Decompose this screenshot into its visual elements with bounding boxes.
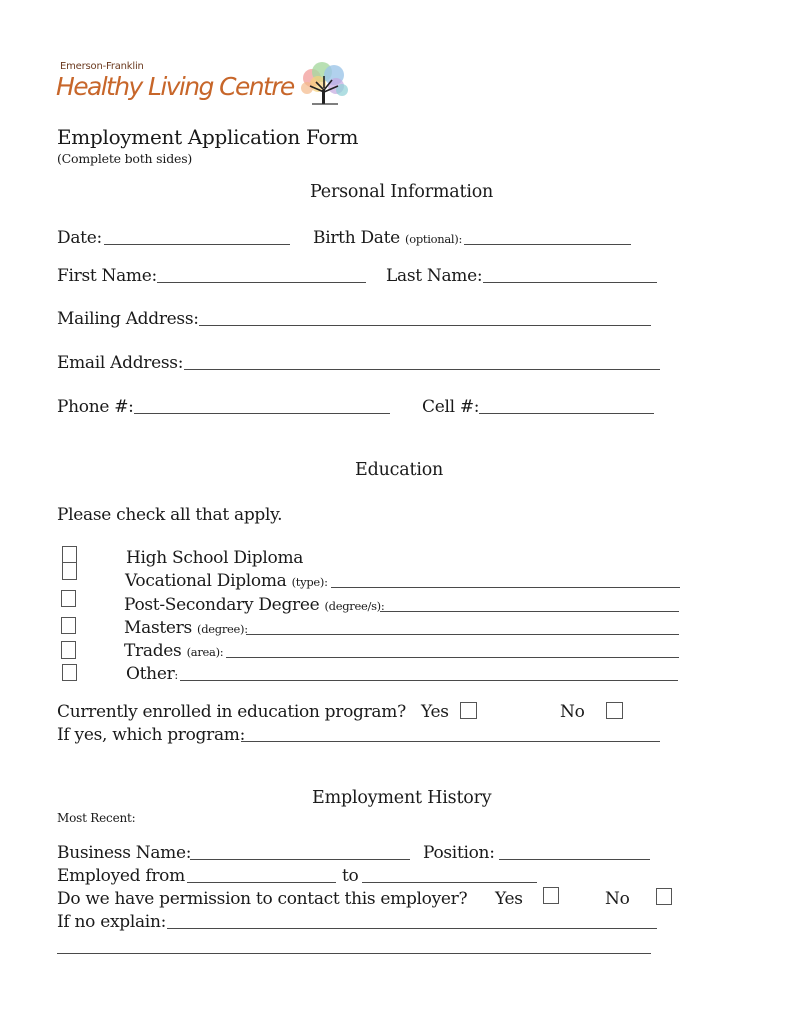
birth-date-label xyxy=(313,228,462,249)
option-masters xyxy=(124,618,248,639)
tree-logo-icon xyxy=(298,60,350,106)
employed-from-label: Employed from xyxy=(57,866,185,886)
option-other-note: : xyxy=(174,668,178,682)
section-heading-employment: Employment History xyxy=(312,788,492,808)
employed-to-field[interactable] xyxy=(362,866,537,883)
option-vocational-diploma-note: (type): xyxy=(291,575,328,589)
checkbox-enrolled-yes[interactable] xyxy=(460,702,477,719)
first-name-field[interactable] xyxy=(157,266,366,283)
mailing-address-field[interactable] xyxy=(199,309,651,326)
explain-label: If no explain: xyxy=(57,912,167,932)
birth-date-label-text: Birth Date xyxy=(313,228,400,248)
mailing-address-label: Mailing Address: xyxy=(57,309,199,329)
checkbox-masters[interactable] xyxy=(61,617,76,634)
checkbox-permission-no[interactable] xyxy=(656,888,672,905)
checkbox-trades[interactable] xyxy=(61,641,76,659)
option-trades xyxy=(124,641,223,662)
logo-org-main: Healthy Living Centre xyxy=(56,72,294,101)
birth-date-field[interactable] xyxy=(464,228,631,245)
last-name-field[interactable] xyxy=(483,266,657,283)
enrolled-no-label: No xyxy=(560,702,585,722)
vocational-diploma-type-field[interactable] xyxy=(331,571,680,588)
checkbox-high-school-diploma[interactable] xyxy=(62,546,77,563)
section-heading-education: Education xyxy=(355,460,444,480)
permission-yes-label: Yes xyxy=(495,889,523,909)
explain-field[interactable] xyxy=(167,912,657,929)
cell-label: Cell #: xyxy=(422,397,480,417)
checkbox-other[interactable] xyxy=(62,664,77,681)
checkbox-permission-yes[interactable] xyxy=(543,887,559,904)
option-trades-label: Trades xyxy=(124,641,182,661)
option-trades-note: (area): xyxy=(186,645,224,659)
logo-org-small: Emerson-Franklin xyxy=(60,61,144,72)
option-other-label: Other xyxy=(126,664,175,684)
option-other xyxy=(126,664,178,685)
form-title: Employment Application Form xyxy=(57,125,359,149)
option-vocational-diploma-label: Vocational Diploma xyxy=(125,571,287,591)
most-recent-label: Most Recent: xyxy=(57,811,136,825)
option-post-secondary-degree xyxy=(124,595,384,616)
last-name-label: Last Name: xyxy=(386,266,483,286)
option-masters-label: Masters xyxy=(124,618,192,638)
position-label: Position: xyxy=(423,843,495,863)
first-name-label: First Name: xyxy=(57,266,157,286)
trades-area-field[interactable] xyxy=(226,641,679,658)
phone-label: Phone #: xyxy=(57,397,134,417)
post-secondary-degree-field[interactable] xyxy=(380,595,679,612)
masters-degree-field[interactable] xyxy=(246,618,679,635)
enrolled-question: Currently enrolled in education program? xyxy=(57,702,406,722)
option-vocational-diploma xyxy=(125,571,328,592)
section-heading-personal: Personal Information xyxy=(310,182,494,202)
checkbox-vocational-diploma[interactable] xyxy=(62,562,77,580)
email-address-field[interactable] xyxy=(184,353,660,370)
date-field[interactable] xyxy=(104,228,290,245)
form-subtitle: (Complete both sides) xyxy=(57,151,193,166)
date-label: Date: xyxy=(57,228,102,248)
option-post-secondary-degree-note: (degree/s): xyxy=(324,599,385,613)
enrolled-yes-label: Yes xyxy=(421,702,449,722)
option-post-secondary-degree-label: Post-Secondary Degree xyxy=(124,595,320,615)
business-name-label: Business Name: xyxy=(57,843,192,863)
phone-field[interactable] xyxy=(134,397,390,414)
business-name-field[interactable] xyxy=(190,843,410,860)
checkbox-enrolled-no[interactable] xyxy=(606,702,623,719)
employed-from-field[interactable] xyxy=(187,866,336,883)
email-address-label: Email Address: xyxy=(57,353,184,373)
education-instruction: Please check all that apply. xyxy=(57,505,283,525)
other-education-field[interactable] xyxy=(180,664,678,681)
which-program-field[interactable] xyxy=(241,725,660,742)
explain-field-continued[interactable] xyxy=(57,937,651,954)
cell-field[interactable] xyxy=(479,397,654,414)
employed-to-label: to xyxy=(342,866,359,886)
checkbox-post-secondary-degree[interactable] xyxy=(61,590,76,607)
which-program-label: If yes, which program: xyxy=(57,725,246,745)
permission-no-label: No xyxy=(605,889,630,909)
birth-date-note: (optional): xyxy=(405,232,463,246)
option-high-school-diploma: High School Diploma xyxy=(126,548,304,568)
position-field[interactable] xyxy=(499,843,650,860)
permission-question: Do we have permission to contact this employer? xyxy=(57,889,468,909)
option-masters-note: (degree): xyxy=(197,622,248,636)
